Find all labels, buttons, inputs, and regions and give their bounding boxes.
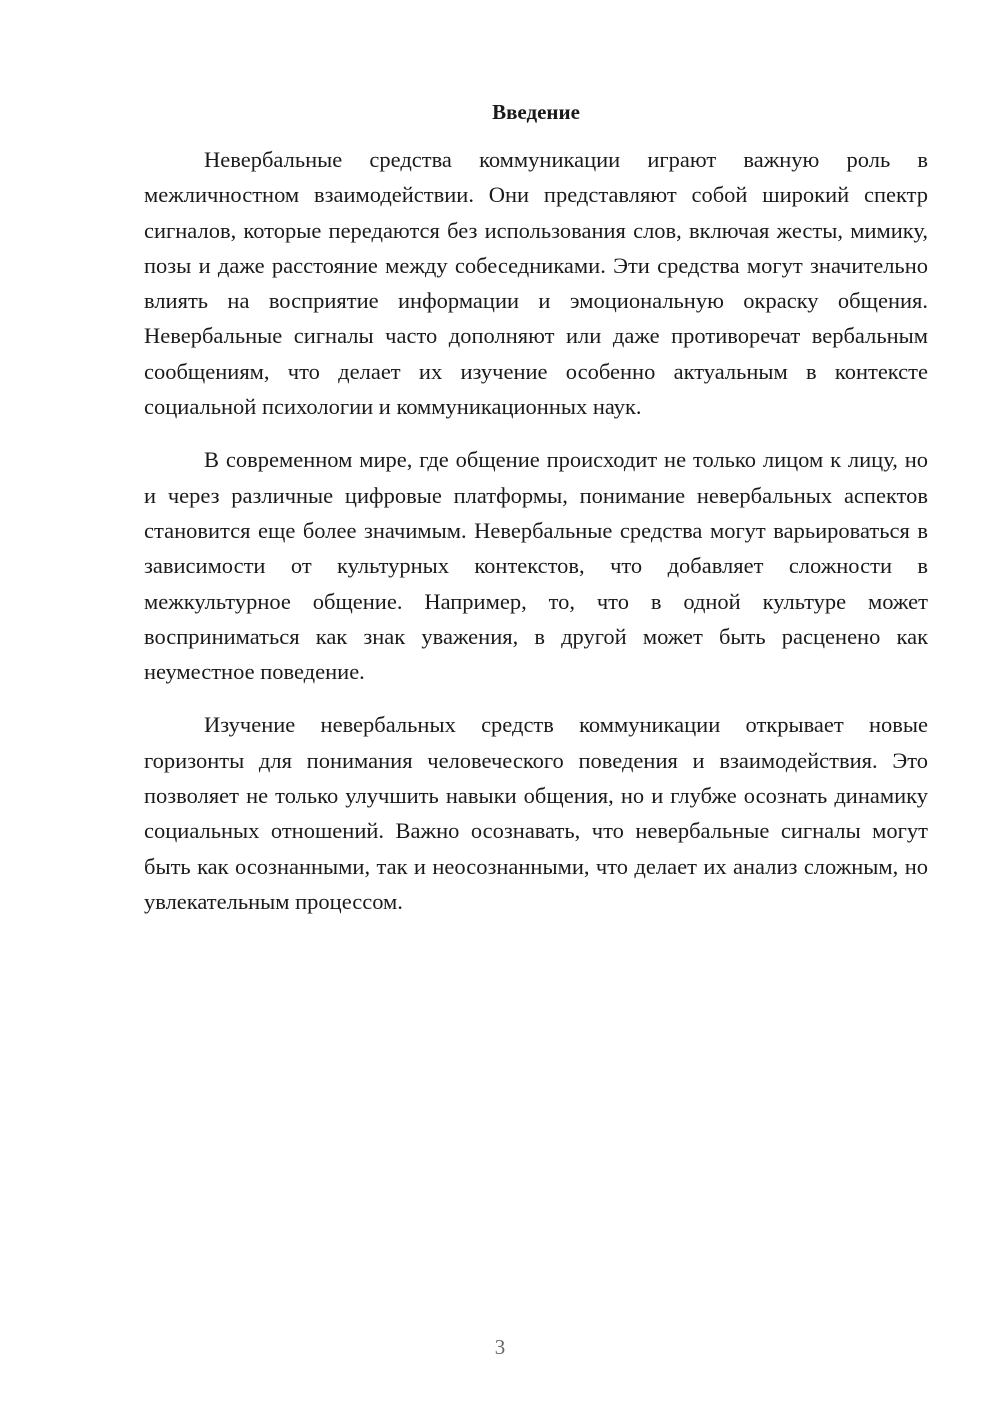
paragraph-1: Невербальные средства коммуникации играют важную роль в межличностном взаимодействии. Они представляют собой широкий спектр сигналов, которые передаются без использования слов, включая жесты, мимику, позы и даже расстояние между собеседниками. Эти средства могут значительно влиять на восприятие информации и эмоциональную окраску общения. Невербальные сигналы часто дополняют или даже противоречат вербальным сообщениям, что делает их изучение особенно актуальным в контексте социальной психологии и коммуникационных наук.: [144, 147, 928, 420]
paragraph-3: Изучение невербальных средств коммуникации открывает новые горизонты для понимания человеческого поведения и взаимодействия. Это позволяет не только улучшить навыки общения, но и глубже осознать динамику социальных отношений. Важно осознавать, что невербальные сигналы могут быть как осознанными, так и неосознанными, что делает их анализ сложным, но увлекательным процессом.: [144, 712, 928, 914]
paragraph-2: В современном мире, где общение происходит не только лицом к лицу, но и через различные цифровые платформы, понимание невербальных аспектов становится еще более значимым. Невербальные средства могут варьироваться в зависимости от культурных контекстов, что добавляет сложности в межкультурное общение. Например, то, что в одной культуре может восприниматься как знак уважения, в другой может быть расценено как неуместное поведение.: [144, 447, 928, 685]
body-text: [144, 142, 928, 937]
page-number: 3: [494, 1335, 506, 1359]
section-heading: Введение: [492, 100, 580, 124]
